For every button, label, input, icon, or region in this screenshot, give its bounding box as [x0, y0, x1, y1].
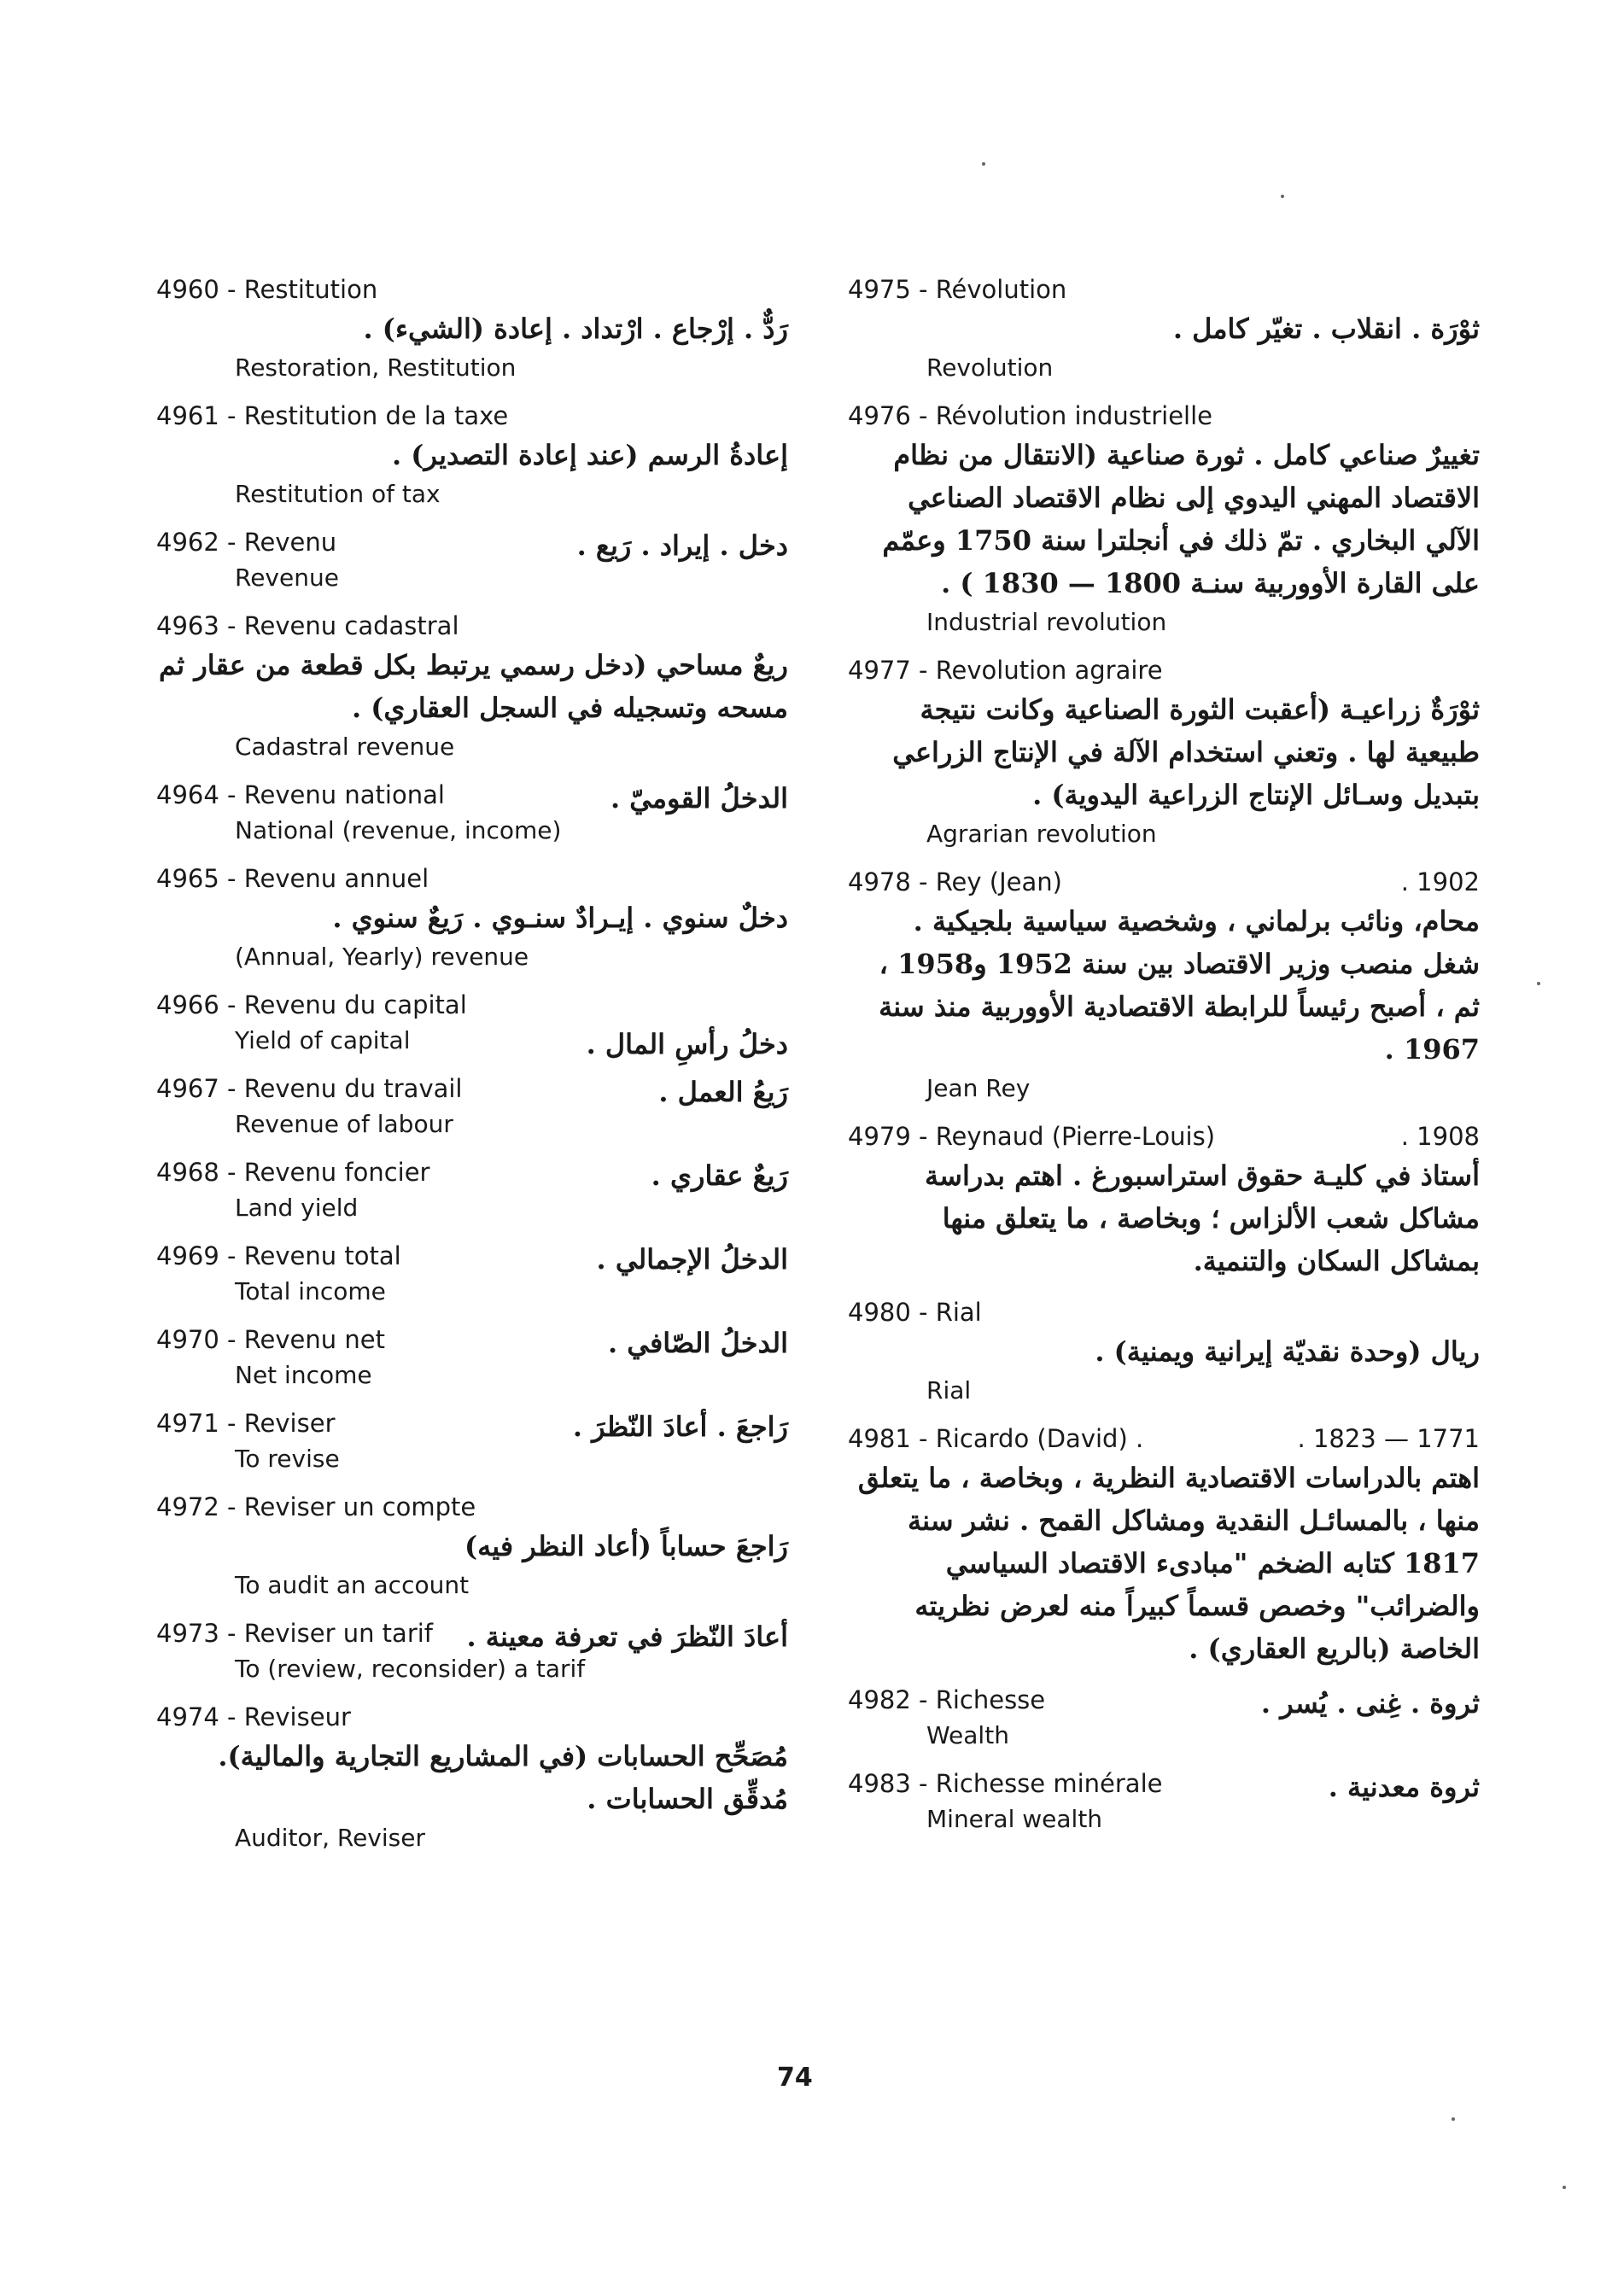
- entry-head: 4960 - Restitution: [156, 275, 378, 304]
- entry-4964: [156, 777, 788, 849]
- entry-head-text: 4979 - Reynaud (Pierre-Louis): [848, 1122, 1216, 1151]
- entry-english: To audit an account: [235, 1571, 470, 1599]
- entry-arabic: ثروة معدنية .: [1328, 1771, 1480, 1803]
- entry-arabic: مُصَحِّح الحسابات (في المشاريع التجارية والمالية). مُدقِّق الحسابات .: [218, 1740, 788, 1815]
- entry-4962: [156, 524, 788, 596]
- entry-head: [848, 1118, 1480, 1154]
- entry-head-text: 4978 - Rey (Jean): [848, 867, 1062, 896]
- entry-head: 4966 - Revenu du capital: [156, 990, 467, 1019]
- entry-arabic: الدخلُ الصّافي .: [608, 1327, 788, 1359]
- page-number: 74: [777, 2063, 813, 2093]
- scan-speck: [1452, 2117, 1455, 2121]
- entry-arabic: ثوْرَة . انقلاب . تغيّر كامل .: [1172, 312, 1480, 345]
- entry-english: To revise: [235, 1445, 340, 1473]
- entry-4978: [848, 864, 1480, 1106]
- entry-date: . 1908: [1400, 1122, 1480, 1151]
- entry-date: . 1902: [1400, 867, 1480, 896]
- entry-head: 4977 - Revolution agraire: [848, 656, 1163, 685]
- entry-english: Revenue: [235, 563, 339, 592]
- entry-arabic: ريال (وحدة نقديّة إيرانية ويمنية) .: [1095, 1335, 1480, 1368]
- entry-english: Wealth: [926, 1721, 1009, 1749]
- entry-head-text: 4981 - Ricardo (David) .: [848, 1424, 1144, 1453]
- entry-arabic: ريعٌ مساحي (دخل رسمي يرتبط بكل قطعة من عقار ثم مسحه وتسجيله في السجل العقاري) .: [158, 649, 788, 724]
- entry-head: 4965 - Revenu annuel: [156, 864, 429, 893]
- entry-4963: [156, 608, 788, 765]
- entry-4982: [848, 1682, 1480, 1754]
- entry-arabic: أعادَ النّظرَ في تعرفة معينة .: [466, 1620, 788, 1653]
- scan-speck: [1537, 982, 1540, 985]
- entry-arabic: تغييرٌ صناعي كامل . ثورة صناعية (الانتقال من نظام الاقتصاد المهني اليدوي إلى نظام الاقتصاد الصناعي الآلي البخاري . تمّ ذلك في أنجلترا سنة 1750 وعمّم على القارة الأووربية سنـة 1800 — 1830 ) .: [882, 439, 1480, 599]
- entry-4969: [156, 1238, 788, 1310]
- entry-english: Revenue of labour: [235, 1110, 453, 1138]
- entry-english: Total income: [235, 1277, 386, 1305]
- entry-4960: [156, 272, 788, 386]
- entry-4968: [156, 1154, 788, 1226]
- entry-head: 4964 - Revenu national: [156, 780, 445, 809]
- entry-arabic: أستاذ في كليـة حقوق استراسبورغ . اهتم بدراسة مشاكل شعب الألزاس ؛ وبخاصة ، ما يتعلق منها بمشاكل السكان والتنمية.: [925, 1159, 1480, 1277]
- right-column: [848, 272, 1480, 1849]
- entry-head: 4969 - Revenu total: [156, 1241, 401, 1270]
- entry-4975: [848, 272, 1480, 386]
- entry-head: 4971 - Reviser: [156, 1409, 336, 1438]
- entry-english: Jean Rey: [926, 1074, 1031, 1102]
- entry-english: Restitution of tax: [235, 480, 441, 508]
- entry-head: 4975 - Révolution: [848, 275, 1067, 304]
- entry-arabic: ثروة . غِنى . يُسر .: [1260, 1687, 1480, 1720]
- entry-english: Yield of capital: [235, 1026, 411, 1054]
- entry-head: 4967 - Revenu du travail: [156, 1074, 463, 1103]
- entry-4972: [156, 1489, 788, 1603]
- scan-speck: [1563, 2186, 1566, 2189]
- entry-arabic: محام، ونائب برلماني ، وشخصية سياسية بلجيكية . شغل منصب وزير الاقتصاد بين سنة 1952 و1958 ، ثم ، أصبح رئيساً للرابطة الاقتصادية الأووربية منذ سنة 1967 .: [879, 905, 1480, 1066]
- entry-head: [848, 1421, 1480, 1457]
- entry-arabic: الدخلُ الإجمالي .: [596, 1243, 788, 1276]
- entry-english: Industrial revolution: [926, 608, 1167, 636]
- entry-english: Revolution: [926, 353, 1054, 382]
- entry-head: 4976 - Révolution industrielle: [848, 401, 1212, 430]
- entry-arabic: اهتم بالدراسات الاقتصادية النظرية ، وبخاصة ، ما يتعلق منها ، بالمسائـل النقدية ومشاكل القمح . نشر سنة 1817 كتابه الضخم "مبادىء الاقتصاد السياسي والضرائب" وخصص قسماً كبيراً منه لعرض نظريته الخاصة (بالريع العقاري) .: [857, 1462, 1480, 1665]
- entry-english: Rial: [926, 1376, 972, 1404]
- entry-4979: [848, 1118, 1480, 1282]
- entry-arabic: الدخلُ القوميّ .: [610, 782, 788, 815]
- entry-head: 4982 - Richesse: [848, 1685, 1046, 1714]
- entry-arabic: رَيعُ العمل .: [658, 1076, 788, 1108]
- entry-head: 4983 - Richesse minérale: [848, 1769, 1163, 1798]
- entry-4971: [156, 1405, 788, 1477]
- entry-arabic: إعادةُ الرسم (عند إعادة التصدير) .: [392, 439, 788, 471]
- entry-4977: [848, 652, 1480, 852]
- entry-4965: [156, 861, 788, 975]
- entry-4966: [156, 987, 788, 1059]
- entry-4983: [848, 1766, 1480, 1837]
- entry-arabic: رَاجعَ . أعادَ النّظرَ .: [572, 1410, 788, 1443]
- entry-4961: [156, 398, 788, 512]
- entry-english: Auditor, Reviser: [235, 1824, 425, 1852]
- entry-date: . 1823 — 1771: [1297, 1424, 1480, 1453]
- entry-english: Land yield: [235, 1194, 359, 1222]
- entry-english: Cadastral revenue: [235, 733, 455, 761]
- entry-head: 4962 - Revenu: [156, 528, 337, 557]
- entry-4974: [156, 1699, 788, 1856]
- entry-arabic: دخلٌ سنوي . إيـرادٌ سنـوي . رَيعٌ سنوي .: [332, 902, 788, 934]
- entry-english: Mineral wealth: [926, 1805, 1103, 1833]
- entry-head: 4970 - Revenu net: [156, 1325, 385, 1354]
- entry-4973: [156, 1615, 788, 1687]
- entry-4976: [848, 398, 1480, 640]
- entry-head: 4972 - Reviser un compte: [156, 1492, 476, 1521]
- entry-head: 4968 - Revenu foncier: [156, 1158, 430, 1187]
- entry-english: Agrarian revolution: [926, 820, 1157, 848]
- scan-speck: [1281, 195, 1284, 198]
- left-column: [156, 272, 788, 1868]
- entry-head: 4973 - Reviser un tarif: [156, 1619, 434, 1648]
- entry-head: 4961 - Restitution de la taxe: [156, 401, 509, 430]
- entry-4981: [848, 1421, 1480, 1670]
- entry-english: Restoration, Restitution: [235, 353, 517, 382]
- entry-arabic: دخلُ رأسِ المال .: [586, 1028, 788, 1060]
- entry-english: Net income: [235, 1361, 372, 1389]
- entry-english: To (review, reconsider) a tarif: [235, 1655, 586, 1683]
- entry-4970: [156, 1322, 788, 1393]
- scan-speck: [982, 162, 985, 166]
- entry-arabic: رَدٌّ . إرْجاع . ارْتداد . إعادة (الشيء) .: [363, 312, 788, 345]
- entry-arabic: رَيعٌ عقاري .: [651, 1159, 788, 1192]
- entry-english: (Annual, Yearly) revenue: [235, 943, 529, 971]
- entry-arabic: رَاجعَ حساباً (أعاد النظر فيه): [464, 1530, 788, 1562]
- entry-head: 4980 - Rial: [848, 1298, 982, 1327]
- entry-arabic: دخل . إيراد . رَيع .: [576, 529, 788, 562]
- entry-4980: [848, 1294, 1480, 1409]
- entry-head: 4963 - Revenu cadastral: [156, 611, 459, 640]
- entry-4967: [156, 1071, 788, 1142]
- entry-english: National (revenue, income): [235, 816, 562, 844]
- entry-arabic: ثوْرَةٌ زراعيـة (أعقبت الثورة الصناعية وكانت نتيجة طبيعية لها . وتعني استخدام الآلة في الإنتاج الزراعي بتبديل وسـائل الإنتاج الزراعية اليدوية) .: [892, 693, 1480, 811]
- entry-head: 4974 - Reviseur: [156, 1702, 351, 1731]
- entry-head: [848, 864, 1480, 900]
